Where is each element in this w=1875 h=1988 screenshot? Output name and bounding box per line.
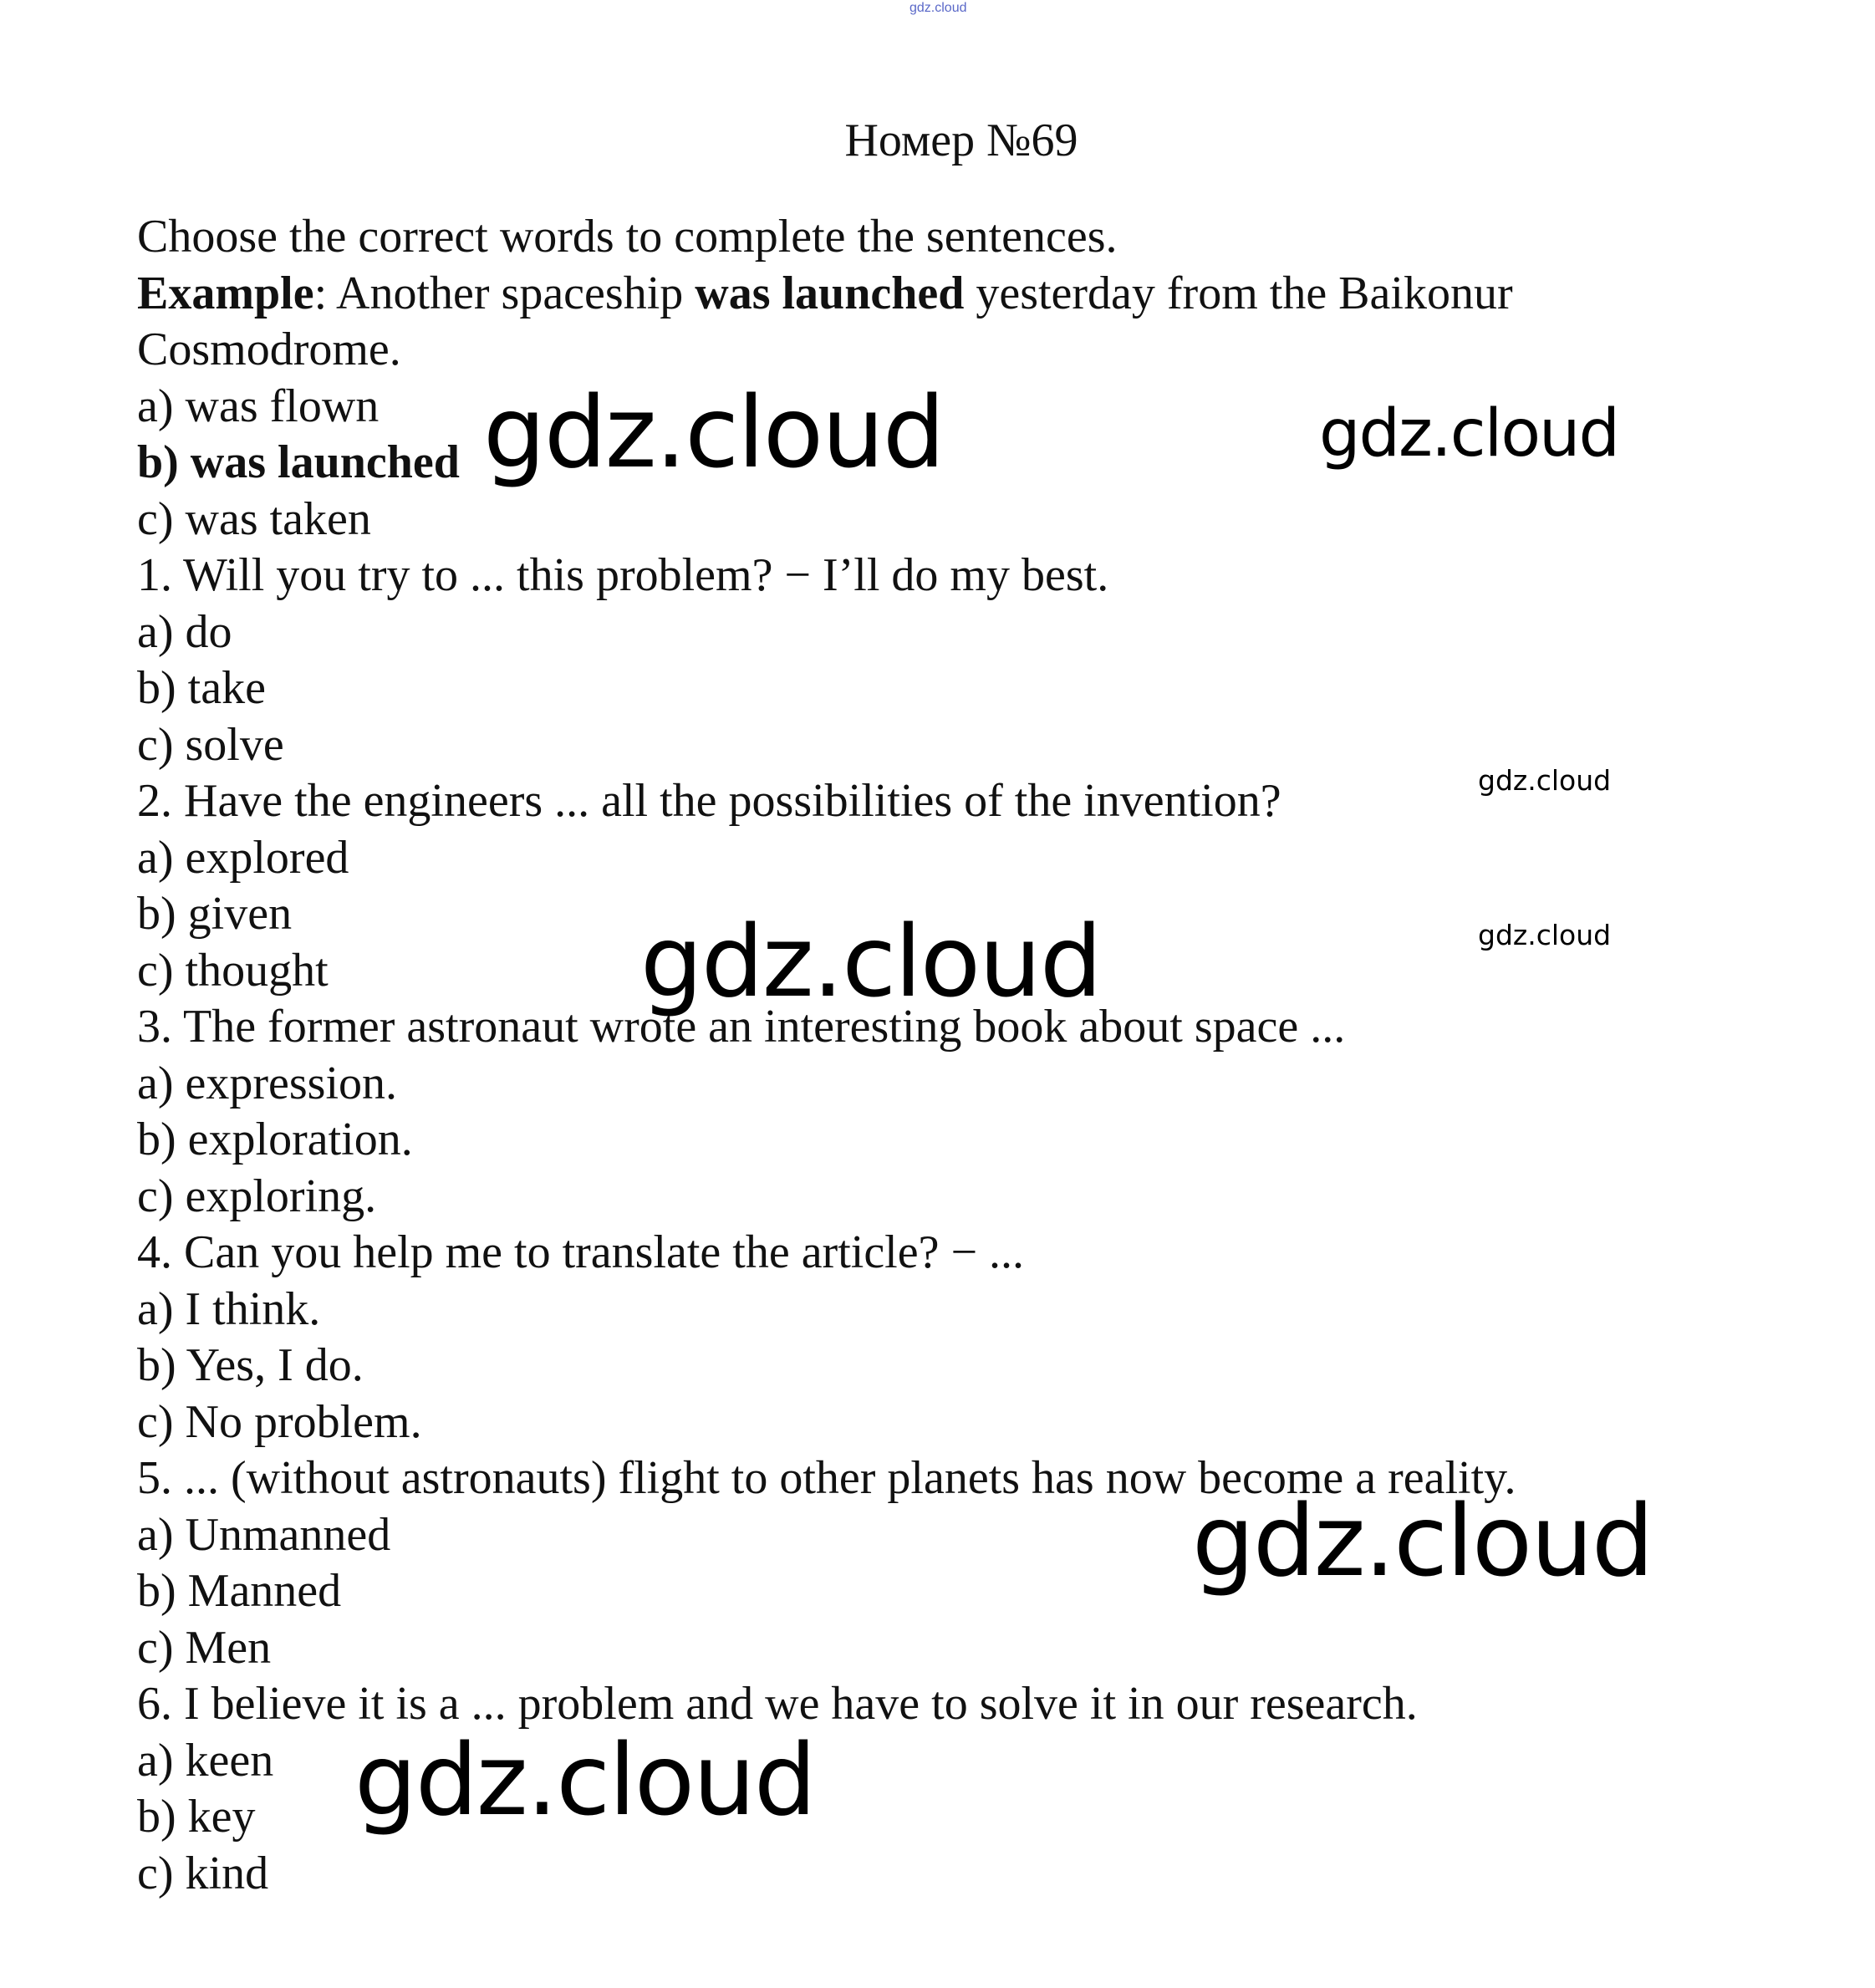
option-text: Manned: [187, 1565, 342, 1617]
option-text: expression.: [185, 1057, 398, 1109]
option-text: No problem.: [185, 1395, 422, 1448]
option-text: I think.: [185, 1282, 321, 1335]
watermark-2: gdz.cloud: [1319, 396, 1618, 472]
watermark-7: gdz.cloud: [354, 1722, 815, 1838]
option-letter: a): [137, 1508, 174, 1561]
example-label: Example: [137, 267, 314, 319]
question-2: 2. Have the engineers ... all the possibilities of the invention?: [137, 775, 1281, 827]
option-letter: c): [137, 1395, 174, 1448]
question-1: 1. Will you try to ... this problem? − I’ll do my best.: [137, 549, 1109, 601]
example-colon: :: [313, 267, 337, 319]
watermark-6: gdz.cloud: [1192, 1483, 1653, 1598]
question-6: 6. I believe it is a ... problem and we have to solve it in our research.: [137, 1678, 1418, 1730]
option-text: Unmanned: [185, 1508, 391, 1561]
option-text: was launched: [190, 436, 460, 488]
example-answer: was launched: [695, 267, 965, 319]
question-4-option-b: [137, 1338, 1725, 1394]
question-3-option-b: [137, 1112, 1725, 1169]
option-letter: a): [137, 831, 174, 884]
example-option-c: [137, 492, 1725, 548]
question-5: 5. ... (without astronauts) flight to other planets has now become a reality.: [137, 1452, 1516, 1504]
watermark-4: gdz.cloud: [1478, 919, 1612, 951]
option-text: Men: [185, 1621, 272, 1674]
option-text: exploration.: [187, 1114, 413, 1165]
option-text: was flown: [185, 380, 380, 432]
option-letter: a): [137, 1734, 174, 1787]
option-letter: c): [137, 944, 174, 997]
option-letter: b): [137, 436, 179, 488]
option-letter: b): [137, 1339, 176, 1391]
question-3-option-c: [137, 1169, 1725, 1226]
option-letter: b): [137, 1114, 176, 1165]
option-letter: b): [137, 888, 176, 940]
question-4: 4. Can you help me to translate the article? − ...: [137, 1226, 1025, 1278]
question-3: 3. The former astronaut wrote an interesting book about space ...: [137, 1001, 1346, 1053]
option-letter: a): [137, 1057, 174, 1109]
option-letter: c): [137, 1847, 174, 1899]
example-text-after: yesterday from the Baikonur Cosmodrome.: [137, 267, 1513, 375]
option-text: thought: [185, 944, 329, 997]
option-letter: c): [137, 492, 174, 545]
watermark-1: gdz.cloud: [483, 375, 944, 490]
option-letter: c): [137, 1170, 174, 1222]
site-mark: gdz.cloud: [909, 1, 967, 15]
question-4-option-a: [137, 1282, 1725, 1338]
option-letter: c): [137, 1621, 174, 1674]
option-text: solve: [185, 718, 284, 771]
option-letter: a): [137, 1282, 174, 1335]
question-2-option-a: [137, 830, 1725, 887]
option-text: do: [185, 605, 232, 658]
option-letter: b): [137, 1791, 176, 1843]
option-text: explored: [185, 831, 349, 884]
question-1-option-a: [137, 604, 1725, 661]
option-letter: a): [137, 380, 174, 432]
example-text-before: Another spaceship: [336, 267, 695, 319]
watermark-5: gdz.cloud: [640, 904, 1101, 1019]
option-text: take: [187, 662, 266, 714]
option-text: given: [187, 888, 293, 940]
question-6-option-c: [137, 1846, 1725, 1903]
option-text: was taken: [185, 492, 371, 545]
question-5-option-c: [137, 1620, 1725, 1677]
option-text: kind: [185, 1847, 269, 1899]
option-letter: c): [137, 718, 174, 771]
option-text: key: [187, 1791, 256, 1843]
option-letter: a): [137, 605, 174, 658]
page-title: Номер №69: [844, 115, 1078, 166]
question-4-option-c: [137, 1394, 1725, 1451]
option-letter: b): [137, 662, 176, 714]
question-1-option-b: [137, 660, 1725, 717]
instruction: Choose the correct words to complete the sentences.: [137, 211, 1118, 263]
example-sentence: [137, 266, 1725, 379]
option-text: exploring.: [185, 1170, 377, 1222]
option-letter: b): [137, 1565, 176, 1617]
option-text: keen: [185, 1734, 274, 1787]
watermark-3: gdz.cloud: [1478, 764, 1612, 797]
option-text: Yes, I do.: [186, 1339, 364, 1391]
question-3-option-a: [137, 1056, 1725, 1113]
